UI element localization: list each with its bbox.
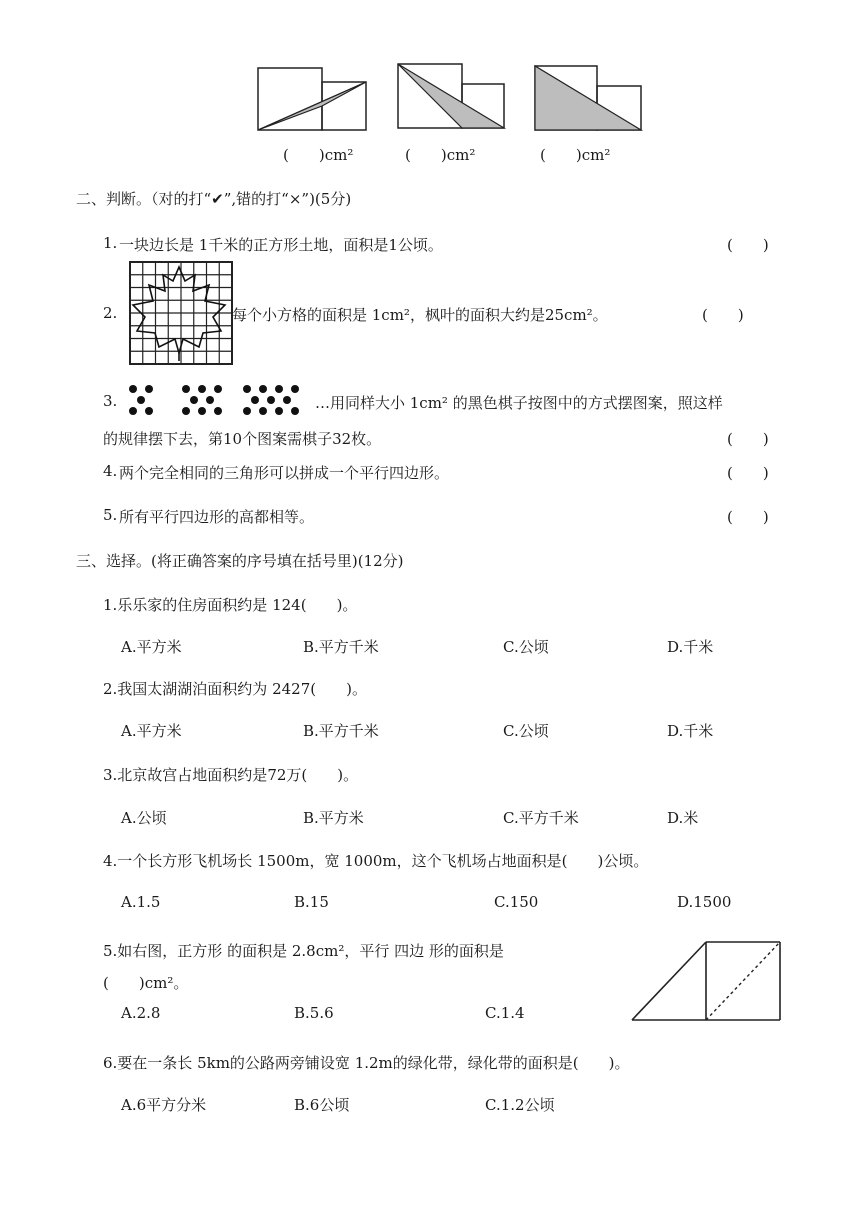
choice-5-option-a[interactable]: A.2.8 [121, 1004, 161, 1022]
top-figure-label-3: ( )cm² [540, 146, 611, 164]
judge-item-3-text: …用同样大小 1cm² 的黑色棋子按图中的方式摆图案，照这样 [315, 394, 723, 412]
choice-question-3: 3.北京故宫占地面积约是72万( )。 [103, 766, 359, 784]
maple-leaf-grid-figure [129, 261, 233, 365]
judge-item-5-number: 5. [103, 506, 118, 524]
choice-6-option-a[interactable]: A.6平方分米 [121, 1096, 207, 1114]
judge-item-2-number: 2. [103, 304, 118, 322]
choice-1-option-a[interactable]: A.平方米 [121, 638, 182, 656]
choice-3-option-b[interactable]: B.平方米 [303, 809, 364, 827]
section2-heading: 二、判断。（对的打“✔”,错的打“×”)(5分) [76, 190, 352, 208]
choice-5-option-c[interactable]: C.1.4 [485, 1004, 525, 1022]
choice-1-option-d[interactable]: D.千米 [667, 638, 714, 656]
choice-4-option-d[interactable]: D.1500 [677, 893, 732, 911]
choice-question-4: 4.一个长方形飞机场长 1500m，宽 1000m，这个飞机场占地面积是( )公顷。 [103, 852, 649, 870]
choice-3-option-d[interactable]: D.米 [667, 809, 699, 827]
judge-item-4-answer[interactable]: ( ) [727, 464, 769, 482]
judge-item-1-answer[interactable]: ( ) [727, 236, 769, 254]
choice-question-2: 2.我国太湖湖泊面积约为 2427( )。 [103, 680, 367, 698]
choice-1-option-b[interactable]: B.平方千米 [303, 638, 379, 656]
choice-5-option-b[interactable]: B.5.6 [294, 1004, 334, 1022]
choice-4-option-b[interactable]: B.15 [294, 893, 329, 911]
choice-3-option-c[interactable]: C.平方千米 [503, 809, 579, 827]
judge-item-4-text: 两个完全相同的三角形可以拼成一个平行四边形。 [119, 464, 450, 482]
top-figure-label-2: ( )cm² [405, 146, 476, 164]
choice-1-option-c[interactable]: C.公顷 [503, 638, 549, 656]
choice-question-5: 5.如右图，正方形 的面积是 2.8cm²，平行 四边 形的面积是 [103, 942, 504, 960]
square-parallelogram-figure [628, 938, 784, 1024]
choice-question-1: 1.乐乐家的住房面积约是 124( )。 [103, 596, 358, 614]
judge-item-4-number: 4. [103, 462, 118, 480]
top-figure-2 [396, 62, 508, 132]
choice-2-option-b[interactable]: B.平方千米 [303, 722, 379, 740]
judge-item-3-number: 3. [103, 392, 118, 410]
choice-6-option-b[interactable]: B.6公顷 [294, 1096, 350, 1114]
choice-6-option-c[interactable]: C.1.2公顷 [485, 1096, 555, 1114]
judge-item-1-text: 一块边长是 1千米的正方形土地，面积是1公顷。 [119, 236, 443, 254]
judge-item-2-answer[interactable]: ( ) [702, 306, 744, 324]
judge-item-5-answer[interactable]: ( ) [727, 508, 769, 526]
choice-4-option-c[interactable]: C.150 [494, 893, 539, 911]
choice-question-5-line2: ( )cm²。 [103, 974, 189, 992]
choice-2-option-d[interactable]: D.千米 [667, 722, 714, 740]
judge-item-1-number: 1. [103, 234, 118, 252]
choice-2-option-a[interactable]: A.平方米 [121, 722, 182, 740]
choice-2-option-c[interactable]: C.公顷 [503, 722, 549, 740]
choice-4-option-a[interactable]: A.1.5 [121, 893, 161, 911]
top-figure-label-1: ( )cm² [283, 146, 354, 164]
top-figure-3 [533, 64, 645, 132]
judge-item-3-text-line2: 的规律摆下去，第10个图案需棋子32枚。 [103, 430, 382, 448]
choice-question-6: 6.要在一条长 5km的公路两旁铺设宽 1.2m的绿化带，绿化带的面积是( )。 [103, 1054, 630, 1072]
choice-3-option-a[interactable]: A.公顷 [121, 809, 167, 827]
judge-item-5-text: 所有平行四边形的高都相等。 [119, 508, 315, 526]
top-figure-1 [256, 66, 368, 132]
section3-heading: 三、选择。(将正确答案的序号填在括号里)(12分) [76, 552, 404, 570]
chess-pattern-figure [128, 382, 308, 418]
judge-item-2-text: 每个小方格的面积是 1cm²，枫叶的面积大约是25cm²。 [232, 306, 608, 324]
judge-item-3-answer[interactable]: ( ) [727, 430, 769, 448]
